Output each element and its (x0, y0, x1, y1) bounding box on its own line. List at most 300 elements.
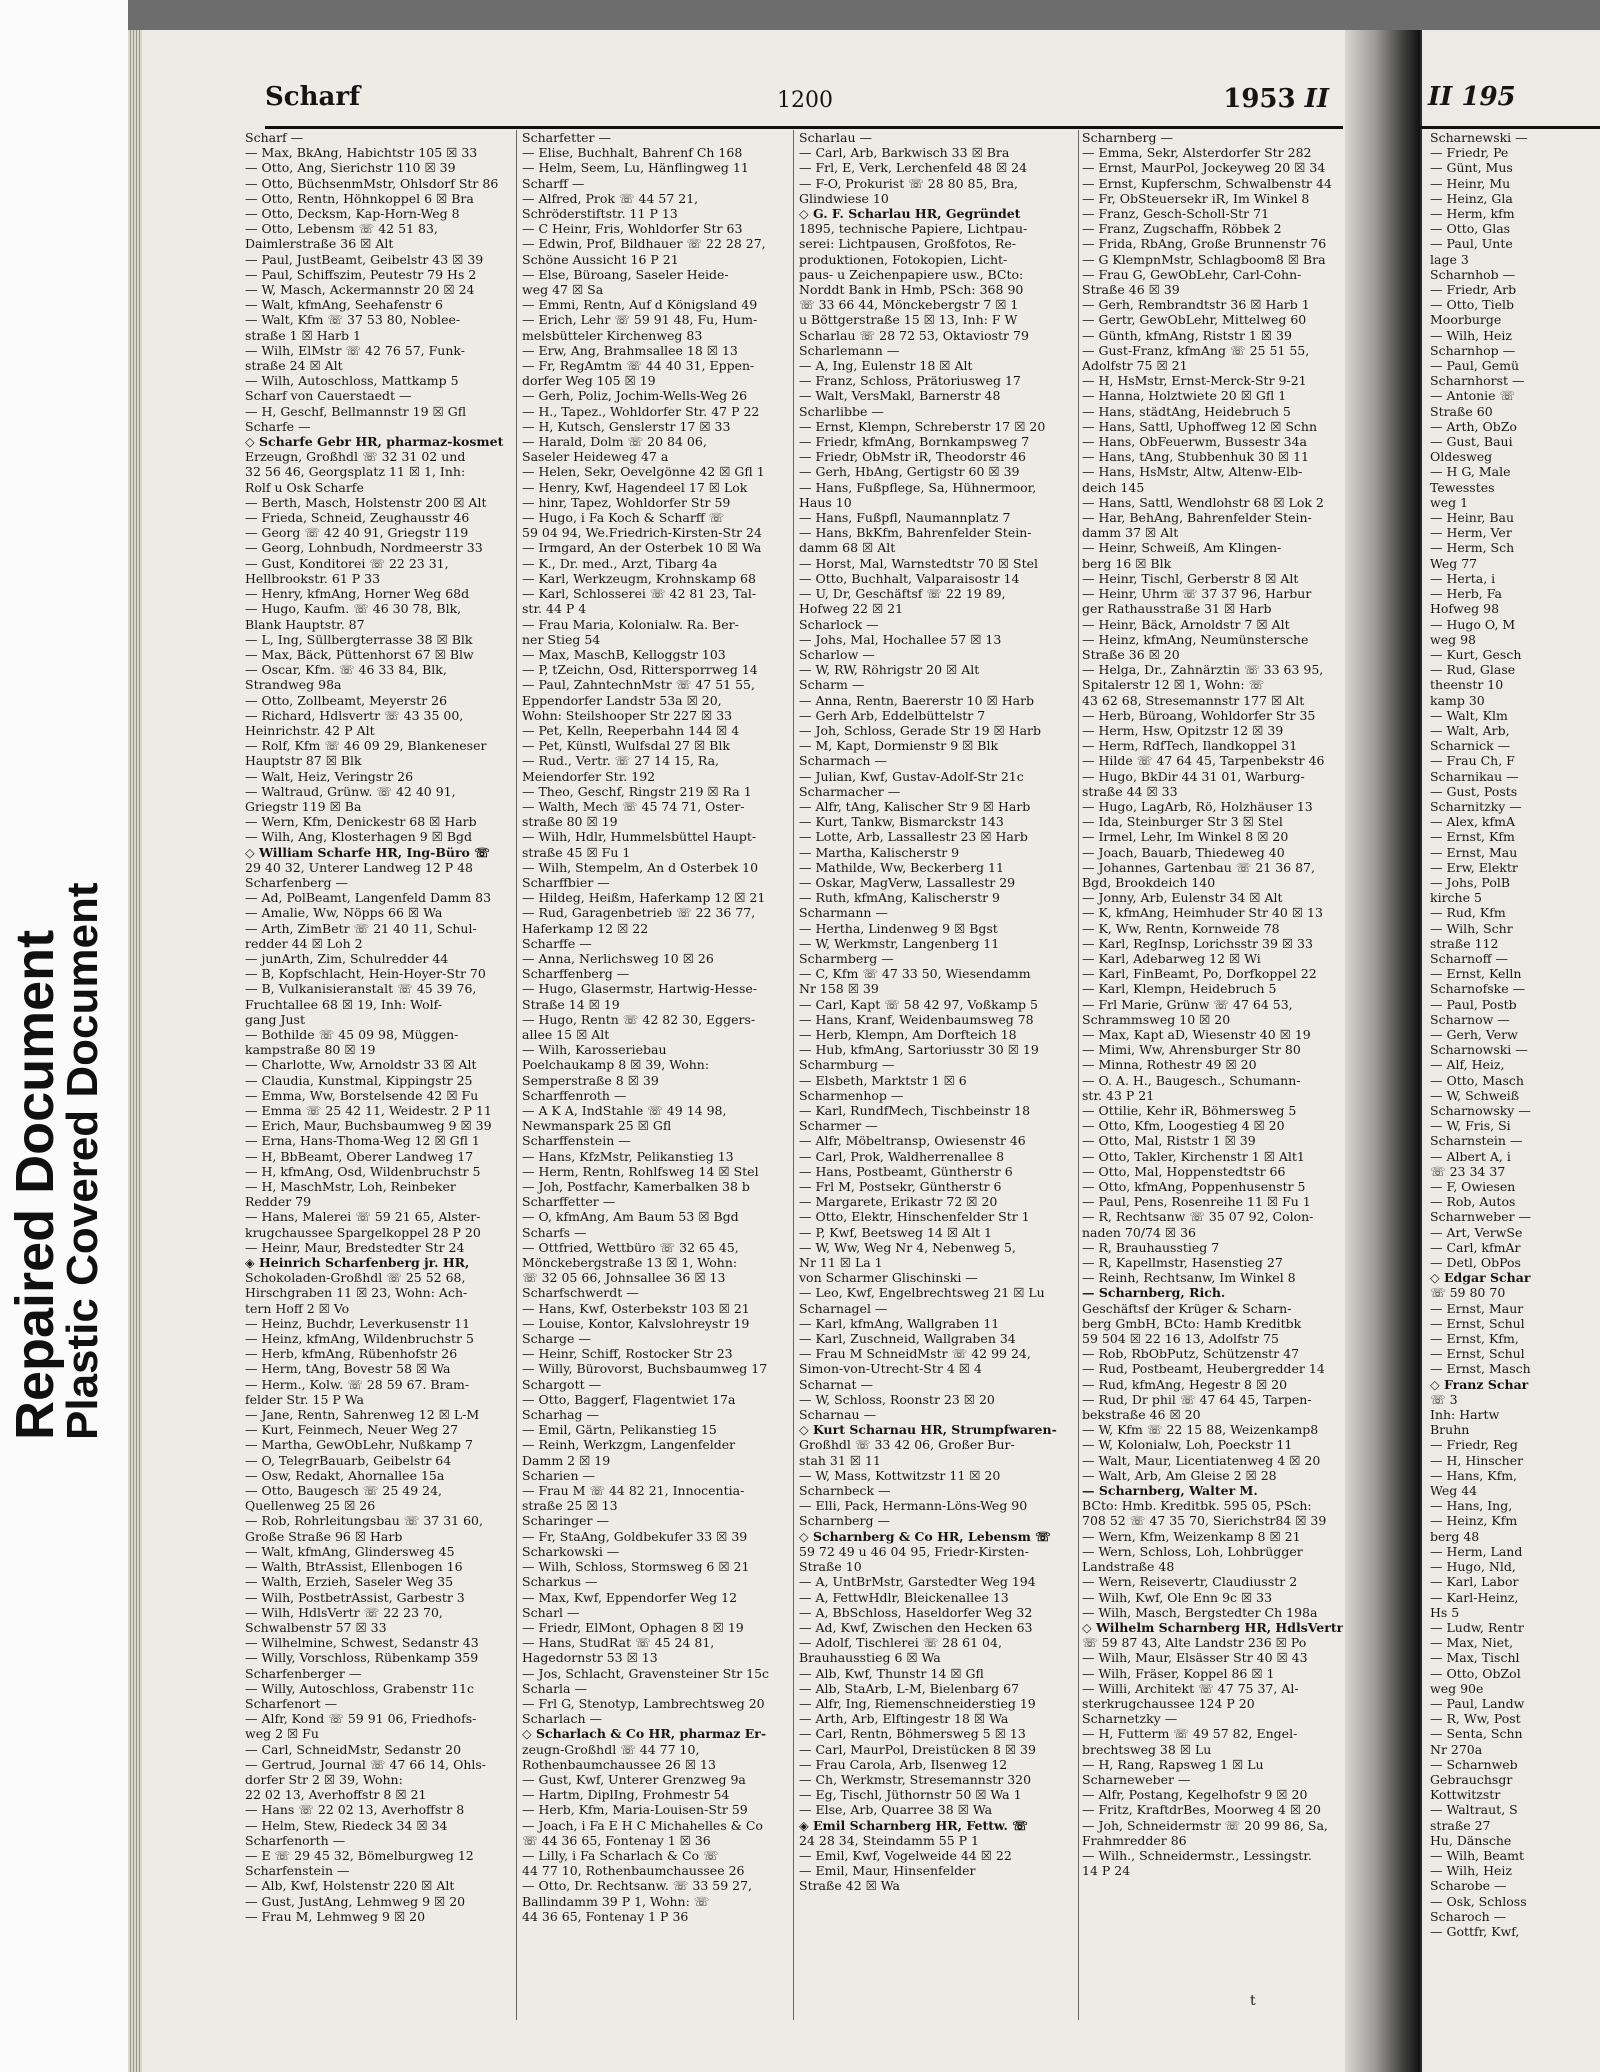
directory-entry: — Henry, kfmAng, Horner Weg 68d (245, 586, 470, 602)
directory-entry: — Herm, Ver (1430, 525, 1512, 541)
directory-entry: — Ida, Steinburger Str 3 ☒ Stel (1082, 814, 1283, 830)
directory-entry: — H G, Male (1430, 464, 1511, 480)
directory-entry: — Herm, tAng, Bovestr 58 ☒ Wa (245, 1361, 451, 1377)
directory-entry: — Herb, Fa (1430, 586, 1502, 602)
directory-entry: — H, BbBeamt, Oberer Landweg 17 (245, 1148, 474, 1164)
directory-entry: ☏ 32 05 66, Johnsallee 36 ☒ 13 (522, 1270, 726, 1286)
directory-entry: — Otto, Takler, Kirchenstr 1 ☒ Alt1 (1082, 1148, 1305, 1164)
directory-entry: — Carl, SchneidMstr, Sedanstr 20 (245, 1741, 462, 1757)
page-number: 1200 (777, 88, 833, 113)
directory-entry: — Walt, Maur, Licentiatenweg 4 ☒ 20 (1082, 1452, 1321, 1468)
directory-entry: straße 80 ☒ 19 (522, 814, 618, 830)
directory-entry: — Friedr, Reg (1430, 1437, 1518, 1453)
directory-entry: — Jonny, Arb, Eulenstr 34 ☒ Alt (1082, 890, 1283, 906)
directory-entry: — Wilh, Autoschloss, Mattkamp 5 (245, 373, 459, 389)
directory-entry: — Max, Kwf, Eppendorfer Weg 12 (522, 1589, 738, 1605)
directory-entry: — Fritz, KraftdrBes, Moorweg 4 ☒ 20 (1082, 1802, 1321, 1818)
directory-entry: — Leo, Kwf, Engelbrechtsweg 21 ☒ Lu (799, 1285, 1045, 1301)
directory-entry: — Otto, Tielb (1430, 297, 1514, 313)
directory-entry: Weg 77 (1430, 555, 1478, 571)
directory-entry: — Wilh, Heiz (1430, 1863, 1512, 1879)
directory-entry: — Günt, Mus (1430, 160, 1513, 176)
directory-entry: Poelchaukamp 8 ☒ 39, Wohn: (522, 1057, 710, 1073)
directory-entry: redder 44 ☒ Loh 2 (245, 935, 363, 951)
directory-entry: — Rud, Kfm (1430, 905, 1506, 921)
directory-entry: — Willy, Bürovorst, Buchsbaumweg 17 (522, 1361, 768, 1377)
directory-entry: Quellenweg 25 ☒ 26 (245, 1498, 376, 1514)
directory-entry: — Otto, Baugesch ☏ 25 49 24, (245, 1483, 443, 1499)
directory-entry: — Carl, kfmAr (1430, 1239, 1521, 1255)
directory-entry: 59 72 49 u 46 04 95, Friedr-Kirsten- (799, 1543, 1029, 1559)
directory-entry: — Adolf, Tischlerei ☏ 28 61 04, (799, 1635, 1002, 1651)
directory-entry: — Antonie ☏ (1430, 388, 1516, 404)
directory-entry: 32 56 46, Georgsplatz 11 ☒ 1, Inh: (245, 464, 466, 480)
directory-entry: — Helm, Stew, Riedeck 34 ☒ 34 (245, 1817, 448, 1833)
directory-entry: paus- u Zeichenpapiere usw., BCto: (799, 266, 1024, 282)
directory-entry: — Karl, Labor (1430, 1574, 1519, 1590)
next-page-column (1430, 130, 1600, 2040)
directory-entry: — R, Kapellmstr, Hasenstieg 27 (1082, 1255, 1283, 1271)
directory-entry: — Gust-Franz, kfmAng ☏ 25 51 55, (1082, 342, 1310, 358)
directory-entry: Fruchtallee 68 ☒ 19, Inh: Wolf- (245, 996, 443, 1012)
directory-entry: — Hugo, Nld, (1430, 1559, 1516, 1575)
directory-entry: — Karl, Adebarweg 12 ☒ Wi (1082, 950, 1261, 966)
directory-entry: — Fr, RegAmtm ☏ 44 40 31, Eppen- (522, 358, 755, 374)
directory-entry: produktionen, Fotokopien, Licht- (799, 251, 1008, 267)
directory-entry: — Erna, Hans-Thoma-Weg 12 ☒ Gfl 1 (245, 1133, 480, 1149)
directory-entry: — Gerh, Poliz, Jochim-Wells-Weg 26 (522, 388, 748, 404)
surname-heading: Scharge — (522, 1331, 591, 1347)
directory-entry: — Hanna, Holztwiete 20 ☒ Gfl 1 (1082, 388, 1287, 404)
directory-entry: — Kurt, Feinmech, Neuer Weg 27 (245, 1422, 459, 1438)
directory-entry: — W, Schweiß (1430, 1087, 1520, 1103)
directory-entry: — Karl, FinBeamt, Po, Dorfkoppel 22 (1082, 966, 1317, 982)
surname-heading: Scharffetter — (522, 1194, 616, 1210)
directory-entry: — Emma, Ww, Borstelsende 42 ☒ Fu (245, 1087, 479, 1103)
directory-entry: — Wilh, Schloss, Stormsweg 6 ☒ 21 (522, 1559, 750, 1575)
directory-entry: — Franz, Zugschaffn, Röbbek 2 (1082, 221, 1282, 237)
surname-heading: Scharffbier — (522, 874, 610, 890)
directory-entry: Newmanspark 25 ☒ Gfl (522, 1118, 672, 1134)
directory-entry: Rolf u Osk Scharfe (245, 479, 364, 495)
directory-entry: — F-O, Prokurist ☏ 28 80 85, Bra, (799, 175, 1018, 191)
directory-entry: — Walth, BtrAssist, Ellenbogen 16 (245, 1559, 463, 1575)
directory-entry: — Emma ☏ 25 42 11, Weidestr. 2 P 11 (245, 1103, 492, 1118)
directory-entry: — Paul, Schiffszim, Peutestr 79 Hs 2 (245, 266, 477, 282)
directory-entry: — K, kfmAng, Heimhuder Str 40 ☒ 13 (1082, 905, 1323, 921)
directory-entry: stah 31 ☒ 11 (799, 1452, 881, 1468)
directory-entry: — Alfr, tAng, Kalischer Str 9 ☒ Harb (799, 798, 1031, 814)
directory-entry: — Harald, Dolm ☏ 20 84 06, (522, 434, 707, 450)
surname-heading: Scharffe — (522, 935, 592, 951)
directory-entry: — Fr, ObSteuersekr iR, Im Winkel 8 (1082, 190, 1310, 206)
directory-entry: — H, Rang, Rapsweg 1 ☒ Lu (1082, 1756, 1264, 1772)
directory-entry: — Hans, Malerei ☏ 59 21 65, Alster- (245, 1209, 481, 1225)
directory-entry: Frahmredder 86 (1082, 1832, 1187, 1848)
directory-entry: — Ch, Werkmstr, Stresemannstr 320 (799, 1771, 1032, 1787)
directory-entry: — Gust, Konditorei ☏ 22 23 31, (245, 555, 449, 571)
directory-entry: — Heinr, Mu (1430, 175, 1511, 191)
directory-entry: — Berth, Masch, Holstenstr 200 ☒ Alt (245, 494, 487, 510)
directory-entry: Straße 42 ☒ Wa (799, 1878, 901, 1894)
directory-entry: — H, MaschMstr, Loh, Reinbeker (245, 1179, 456, 1195)
directory-entry: — Edwin, Prof, Bildhauer ☏ 22 28 27, (522, 236, 766, 252)
directory-entry: ◇ Scharlach & Co HR, pharmaz Er- (522, 1726, 767, 1742)
directory-entry: — W, Schloss, Roonstr 23 ☒ 20 (799, 1391, 995, 1407)
directory-entry: ☏ 44 36 65, Fontenay 1 ☒ 36 (522, 1832, 711, 1848)
column-2 (522, 130, 787, 2040)
directory-entry: — Friedr, ElMont, Ophagen 8 ☒ 19 (522, 1619, 744, 1635)
directory-entry: ☏ 23 34 37 (1430, 1163, 1506, 1179)
directory-entry: — Ernst, Mau (1430, 844, 1518, 860)
directory-entry: ◈ Heinrich Scharfenberg jr. HR, (245, 1255, 470, 1271)
directory-entry: str. 43 P 21 (1082, 1087, 1155, 1103)
directory-entry: — Johs, Mal, Hochallee 57 ☒ 13 (799, 631, 1002, 647)
directory-entry: — Lilly, i Fa Scharlach & Co ☏ (522, 1847, 719, 1863)
directory-entry: — Otto, Ang, Sierichstr 110 ☒ 39 (245, 160, 456, 176)
directory-entry: — Otto, Rentn, Höhnkoppel 6 ☒ Bra (245, 190, 474, 206)
directory-entry: — Claudia, Kunstmal, Kippingstr 25 (245, 1072, 473, 1088)
directory-entry: — Carl, Rentn, Böhmersweg 5 ☒ 13 (799, 1726, 1026, 1742)
directory-entry: — Hans, Sattl, Wendlohstr 68 ☒ Lok 2 (1082, 494, 1324, 510)
directory-entry: — P, Kwf, Beetsweg 14 ☒ Alt 1 (799, 1224, 992, 1240)
directory-entry: — Gust, Baui (1430, 434, 1513, 450)
directory-entry: — Wilhelmine, Schwest, Sedanstr 43 (245, 1635, 479, 1651)
directory-entry: — Otto, Buchhalt, Valparaisostr 14 (799, 570, 1020, 586)
directory-entry: — Rob, Autos (1430, 1194, 1516, 1210)
directory-entry: 29 40 32, Unterer Landweg 12 P 48 (245, 859, 473, 875)
directory-entry: — Heinr, Bau (1430, 510, 1515, 526)
directory-entry: — Hub, kfmAng, Sartoriusstr 30 ☒ 19 (799, 1042, 1039, 1058)
directory-entry: — W, Masch, Ackermannstr 20 ☒ 24 (245, 282, 475, 298)
directory-entry: — Wilh, Stempelm, An d Osterbek 10 (522, 859, 759, 875)
directory-entry: — G KlempnMstr, Schlagboom8 ☒ Bra (1082, 251, 1326, 267)
directory-entry: — Osw, Redakt, Ahornallee 15a (245, 1467, 445, 1483)
directory-entry: Adolfstr 75 ☒ 21 (1082, 358, 1188, 374)
directory-entry: — Paul, Postb (1430, 996, 1517, 1012)
directory-entry: Große Straße 96 ☒ Harb (245, 1528, 403, 1544)
directory-entry: ◇ William Scharfe HR, Ing-Büro ☏ (245, 844, 490, 860)
directory-entry: Scharlau ☏ 28 72 53, Oktaviostr 79 (799, 327, 1029, 343)
directory-entry: ☏ 59 87 43, Alte Landstr 236 ☒ Po (1082, 1635, 1307, 1651)
directory-entry: — A, UntBrMstr, Garstedter Weg 194 (799, 1574, 1036, 1590)
directory-entry: — A, FettwHdlr, Bleickenallee 13 (799, 1589, 1009, 1605)
directory-entry: — Hans, StudRat ☏ 45 24 81, (522, 1635, 715, 1651)
directory-entry: — Margarete, Erikastr 72 ☒ 20 (799, 1194, 998, 1210)
directory-entry: Schwalbenstr 57 ☒ 33 (245, 1619, 387, 1635)
directory-entry: — Irmel, Lehr, Im Winkel 8 ☒ 20 (1082, 829, 1289, 845)
directory-entry: Hagedornstr 53 ☒ 13 (522, 1650, 658, 1666)
surname-heading: Scharinger — (522, 1513, 609, 1529)
directory-entry: — Carl, Kapt ☏ 58 42 97, Voßkamp 5 (799, 996, 1038, 1012)
directory-entry: — Herm, RdfTech, Ilandkoppel 31 (1082, 738, 1298, 754)
surname-heading: Scharoch — (1430, 1908, 1507, 1924)
directory-entry: — Otto, kfmAng, Poppenhusenstr 5 (1082, 1179, 1306, 1195)
directory-entry: — Rob, Rohrleitungsbau ☏ 37 31 60, (245, 1513, 483, 1529)
directory-entry: — Emil, Gärtn, Pelikanstieg 15 (522, 1422, 717, 1438)
directory-entry: — L, Ing, Süllbergterrasse 38 ☒ Blk (245, 631, 473, 647)
directory-entry: — Heinr, Schiff, Rostocker Str 23 (522, 1346, 733, 1362)
directory-entry: — Herm, kfm (1430, 206, 1515, 222)
surname-heading: Scharfetter — (522, 130, 611, 145)
directory-entry: — U, Dr, Geschäftsf ☏ 22 19 89, (799, 586, 1006, 602)
directory-entry: — Ottilie, Kehr iR, Böhmersweg 5 (1082, 1103, 1297, 1118)
directory-entry: — Wilh, Heiz (1430, 327, 1512, 343)
surname-heading: Scharnweber — (1430, 1209, 1532, 1225)
directory-entry: — Wern, Schloss, Loh, Lohbrügger (1082, 1543, 1303, 1559)
directory-entry: — Gerh, Verw (1430, 1026, 1518, 1042)
directory-entry: — Paul, JustBeamt, Geibelstr 43 ☒ 39 (245, 251, 484, 267)
directory-entry: — Henry, Kwf, Hagendeel 17 ☒ Lok (522, 479, 748, 495)
surname-heading: Scharnhorst — (1430, 373, 1525, 389)
directory-entry: Haus 10 (799, 494, 852, 510)
directory-entry: straße 1 ☒ Harb 1 (245, 327, 361, 343)
directory-entry: 22 02 13, Averhoffstr 8 ☒ 21 (245, 1787, 427, 1803)
directory-entry: — Otto, Decksm, Kap-Horn-Weg 8 (245, 206, 460, 222)
surname-heading: Scharl — (522, 1604, 580, 1620)
directory-entry: Moorburge (1430, 312, 1502, 328)
directory-entry: — Walt, Heiz, Veringstr 26 (245, 768, 414, 784)
directory-entry: — W, Ww, Weg Nr 4, Nebenweg 5, (799, 1239, 1016, 1255)
surname-heading: Scharlau — (799, 130, 873, 145)
directory-entry: theenstr 10 (1430, 677, 1504, 693)
directory-entry: — Frl G, Stenotyp, Lambrechtsweg 20 (522, 1695, 765, 1711)
directory-entry: straße 44 ☒ 33 (1082, 783, 1178, 799)
directory-entry: — Carl, Arb, Barkwisch 33 ☒ Bra (799, 145, 1010, 161)
directory-entry: — Har, BehAng, Bahrenfelder Stein- (1082, 510, 1312, 526)
directory-entry: — Fr, StaAng, Goldbekufer 33 ☒ 39 (522, 1528, 748, 1544)
surname-heading: Scharnofske — (1430, 981, 1526, 997)
directory-entry: BCto: Hmb. Kreditbk. 595 05, PSch: (1082, 1498, 1312, 1514)
surname-heading: Scharnowsky — (1430, 1103, 1531, 1118)
directory-entry: — Gerh, HbAng, Gertigstr 60 ☒ 39 (799, 464, 1020, 480)
directory-entry: — Karl, Zuschneid, Wallgraben 34 (799, 1331, 1016, 1347)
column-divider (1078, 130, 1079, 2020)
directory-entry: — Franz, Gesch-Scholl-Str 71 (1082, 206, 1270, 222)
directory-entry: — Wilh, Masch, Bergstedter Ch 198a (1082, 1604, 1318, 1620)
directory-entry: — Hans, Kranf, Weidenbaumsweg 78 (799, 1011, 1034, 1027)
directory-entry: — Frau M ☏ 44 82 21, Innocentia- (522, 1483, 745, 1499)
directory-entry: — Hans ☏ 22 02 13, Averhoffstr 8 (245, 1802, 465, 1818)
directory-entry: — C, Kfm ☏ 47 33 50, Wiesendamm (799, 966, 1031, 982)
directory-entry: — Ernst, Kupferschm, Schwalbenstr 44 (1082, 175, 1332, 191)
directory-entry: — Arth, ZimBetr ☏ 21 40 11, Schul- (245, 920, 477, 936)
directory-entry: — Hugo O, M (1430, 616, 1516, 632)
directory-entry: Straße 14 ☒ 19 (522, 996, 620, 1012)
directory-entry: — Waltraut, S (1430, 1802, 1518, 1818)
directory-entry: — Paul, Unte (1430, 236, 1513, 252)
directory-entry: 59 504 ☒ 22 16 13, Adolfstr 75 (1082, 1331, 1279, 1347)
directory-entry: — Hans, ObFeuerwm, Bussestr 34a (1082, 434, 1308, 450)
directory-entry: — Wilh, Kwf, Ole Enn 9c ☒ 33 (1082, 1589, 1273, 1605)
surname-heading: Scharnick — (1430, 738, 1511, 754)
directory-entry: berg GmbH, BCto: Hamb Kreditbk (1082, 1315, 1302, 1331)
directory-entry: — Otto, Zollbeamt, Meyerstr 26 (245, 692, 448, 708)
directory-entry: — Gertr, GewObLehr, Mittelweg 60 (1082, 312, 1307, 328)
directory-entry: u Böttgerstraße 15 ☒ 13, Inh: F W (799, 312, 1018, 328)
directory-entry: — Günth, kfmAng, Riststr 1 ☒ 39 (1082, 327, 1292, 343)
directory-entry: — Louise, Kontor, Kalvslohreystr 19 (522, 1315, 750, 1331)
directory-entry: ◇ Kurt Scharnau HR, Strumpfwaren- (799, 1422, 1057, 1438)
directory-entry: Simon-von-Utrecht-Str 4 ☒ 4 (799, 1361, 982, 1377)
directory-entry: dorfer Str 2 ☒ 39, Wohn: (245, 1771, 403, 1787)
directory-entry: Norddt Bank in Hmb, PSch: 368 90 (799, 282, 1024, 298)
directory-entry: — Heinz, Kfm (1430, 1513, 1518, 1529)
directory-entry: — Wilh, Hdlr, Hummelsbüttel Haupt- (522, 829, 757, 845)
surname-heading: Scharnberg — (1082, 130, 1173, 145)
surname-heading: Scharffenberg — (522, 966, 630, 982)
directory-entry: melsbütteler Kirchenweg 83 (522, 327, 703, 343)
directory-entry: — W, Kolonialw, Loh, Poeckstr 11 (1082, 1437, 1293, 1453)
directory-entry: — Frau Ch, F (1430, 753, 1515, 769)
directory-entry: — Willy, Vorschloss, Rübenkamp 359 (245, 1650, 479, 1666)
surname-heading: Scharnau — (799, 1407, 877, 1423)
directory-entry: — Rud, Garagenbetrieb ☏ 22 36 77, (522, 905, 756, 921)
scan-label-plastic: Plastic Covered Document (58, 882, 107, 1440)
directory-entry: — Otto, Kfm, Loogestieg 4 ☒ 20 (1082, 1118, 1285, 1134)
directory-entry: straße 27 (1430, 1817, 1491, 1833)
directory-entry: — E ☏ 29 45 32, Bömelburgweg 12 (245, 1847, 474, 1863)
directory-entry: ◇ G. F. Scharlau HR, Gegründet (799, 206, 1021, 222)
directory-entry: — Hans, städtAng, Heidebruch 5 (1082, 403, 1291, 419)
directory-entry: Eppendorfer Landstr 53a ☒ 20, (522, 692, 722, 708)
directory-entry: Heinrichstr. 42 P Alt (245, 722, 375, 738)
directory-entry: ◇ Edgar Schar (1430, 1270, 1531, 1286)
surname-heading: Scharnhop — (1430, 342, 1516, 358)
directory-entry: — Frau M SchneidMstr ☏ 42 99 24, (799, 1346, 1031, 1362)
surname-heading: Scharff — (522, 175, 585, 191)
directory-entry: — Heinz, kfmAng, Wildenbruchstr 5 (245, 1331, 474, 1347)
directory-entry: — Ernst, Kfm (1430, 829, 1515, 845)
directory-entry: — Hildeg, Heißm, Haferkamp 12 ☒ 21 (522, 890, 766, 906)
directory-entry: — Max, Kapt aD, Wiesenstr 40 ☒ 19 (1082, 1026, 1311, 1042)
surname-heading: Scharnikau — (1430, 768, 1519, 784)
directory-entry: Haferkamp 12 ☒ 22 (522, 920, 649, 936)
directory-entry: weg 90e (1430, 1680, 1484, 1696)
surname-heading: Scharfenberger — (245, 1665, 362, 1681)
directory-entry: — Elsbeth, Marktstr 1 ☒ 6 (799, 1072, 967, 1088)
directory-entry: — Hugo, Kaufm. ☏ 46 30 78, Blk, (245, 601, 462, 617)
directory-entry: — Carl, MaurPol, Dreistücken 8 ☒ 39 (799, 1741, 1036, 1757)
directory-entry: sterkrugchaussee 124 P 20 (1082, 1695, 1255, 1711)
directory-entry: — Georg ☏ 42 40 91, Griegstr 119 (245, 525, 469, 541)
surname-heading: Scharlemann — (799, 342, 900, 358)
surname-heading: Scharnetzky — (1082, 1711, 1178, 1727)
directory-entry: — Hugo, BkDir 44 31 01, Warburg- (1082, 768, 1305, 784)
directory-entry: — Walt, Arb, (1430, 722, 1510, 738)
directory-entry: dorfer Weg 105 ☒ 19 (522, 373, 656, 389)
directory-entry: — Karl, Klempn, Heidebruch 5 (1082, 981, 1277, 997)
next-page-rule (1420, 126, 1600, 129)
directory-entry: Bgd, Brookdeich 140 (1082, 874, 1216, 890)
directory-entry: — Walt, kfmAng, Seehafenstr 6 (245, 297, 444, 313)
directory-entry: — Max, Tischl (1430, 1650, 1520, 1666)
directory-entry: — Karl, Schlosserei ☏ 42 81 23, Tal- (522, 586, 757, 602)
directory-entry: Schokoladen-Großhdl ☏ 25 52 68, (245, 1270, 466, 1286)
directory-entry: Blank Hauptstr. 87 (245, 616, 365, 632)
directory-entry: 24 28 34, Steindamm 55 P 1 (799, 1832, 979, 1848)
directory-entry: — F, Owiesen (1430, 1179, 1516, 1195)
directory-entry: — Alb, Kwf, Holstenstr 220 ☒ Alt (245, 1878, 455, 1894)
directory-entry: damm 37 ☒ Alt (1082, 525, 1179, 541)
directory-entry: — Alfr, Möbeltransp, Owiesenstr 46 (799, 1133, 1026, 1149)
directory-entry: — Joh, Schloss, Gerade Str 19 ☒ Harb (799, 722, 1042, 738)
directory-entry: — R, Ww, Post (1430, 1711, 1521, 1727)
directory-entry: — Alfred, Prok ☏ 44 57 21, (522, 190, 699, 206)
directory-entry: Inh: Hartw (1430, 1407, 1500, 1423)
directory-entry: — Johs, PolB (1430, 874, 1511, 890)
directory-entry: — Otto, BüchsenmMstr, Ohlsdorf Str 86 (245, 175, 499, 191)
directory-entry: — Wilh, Beamt (1430, 1847, 1525, 1863)
surname-heading: von Scharmer Glischinski — (799, 1270, 978, 1286)
directory-entry: kamp 30 (1430, 692, 1485, 708)
directory-entry: berg 48 (1430, 1528, 1480, 1544)
directory-entry: — O, TelegrBauarb, Geibelstr 64 (245, 1452, 452, 1468)
directory-entry: — Hugo, i Fa Koch & Scharff ☏ (522, 510, 725, 526)
directory-entry: — Herb, Klempn, Am Dorfteich 18 (799, 1026, 1017, 1042)
directory-entry: Bruhn (1430, 1422, 1470, 1438)
directory-entry: — Karl, RundfMech, Tischbeinstr 18 (799, 1103, 1031, 1118)
directory-entry: ◇ Wilhelm Scharnberg HR, HdlsVertr (1082, 1619, 1343, 1635)
directory-entry: — A, Ing, Eulenstr 18 ☒ Alt (799, 358, 973, 374)
directory-entry: — Anna, Rentn, Baererstr 10 ☒ Harb (799, 692, 1035, 708)
directory-entry: Hellbrookstr. 61 P 33 (245, 570, 381, 586)
directory-entry: — Minna, Rothestr 49 ☒ 20 (1082, 1057, 1257, 1073)
directory-entry: brechtsweg 38 ☒ Lu (1082, 1741, 1212, 1757)
directory-entry: — Gottfr, Kwf, (1430, 1923, 1520, 1939)
directory-entry: — Richard, Hdlsvertr ☏ 43 35 00, (245, 707, 464, 723)
directory-entry: — H, kfmAng, Osd, Wildenbruchstr 5 (245, 1163, 481, 1179)
directory-entry: Hirschgraben 11 ☒ 23, Wohn: Ach- (245, 1285, 468, 1301)
directory-entry: — Detl, ObPos (1430, 1255, 1521, 1271)
directory-entry: Wohn: Steilshooper Str 227 ☒ 33 (522, 707, 733, 723)
directory-entry: — Helga, Dr., Zahnärztin ☏ 33 63 95, (1082, 662, 1324, 678)
directory-entry: Schöne Aussicht 16 P 21 (522, 251, 679, 267)
directory-entry: — Alb, StaArb, L-M, Bielenbarg 67 (799, 1680, 1020, 1696)
directory-entry: — Hans, Fußpfl, Naumannplatz 7 (799, 510, 1011, 526)
directory-entry: — Frau Carola, Arb, Ilsenweg 12 (799, 1756, 1008, 1772)
surname-heading: Scharffenstein — (522, 1133, 631, 1149)
directory-entry: naden 70/74 ☒ 36 (1082, 1224, 1197, 1240)
directory-entry: — Heinr, Schweiß, Am Klingen- (1082, 540, 1282, 556)
column-1 (245, 130, 510, 2040)
directory-entry: — Julian, Kwf, Gustav-Adolf-Str 21c (799, 768, 1024, 784)
directory-entry: Schröderstiftstr. 11 P 13 (522, 206, 678, 222)
directory-entry: — H, Hinscher (1430, 1452, 1524, 1468)
directory-entry: Geschäftsf der Krüger & Scharn- (1082, 1300, 1292, 1316)
directory-entry: — Ernst, Schul (1430, 1346, 1525, 1362)
directory-entry: — R, Rechtsanw ☏ 35 07 92, Colon- (1082, 1209, 1314, 1225)
directory-entry: Weg 44 (1430, 1483, 1478, 1499)
surname-heading: Scharobe — (1430, 1878, 1507, 1894)
directory-entry: — Heinz, Buchdr, Leverkusenstr 11 (245, 1315, 471, 1331)
directory-entry: — Emil, Kwf, Vogelweide 44 ☒ 22 (799, 1847, 1012, 1863)
directory-entry: — K., Dr. med., Arzt, Tibarg 4a (522, 555, 718, 571)
directory-entry: — Wilh, Schr (1430, 920, 1513, 936)
surname-heading: Scharnewski — (1430, 130, 1528, 145)
directory-entry: — Wern, Kfm, Denickestr 68 ☒ Harb (245, 814, 477, 830)
directory-entry: — W, Fris, Si (1430, 1118, 1511, 1134)
directory-entry: — Wilh, ElMstr ☏ 42 76 57, Funk- (245, 342, 465, 358)
directory-entry: — Ernst, Klempn, Schreberstr 17 ☒ 20 (799, 418, 1046, 434)
directory-entry: 59 04 94, We.Friedrich-Kirsten-Str 24 (522, 525, 762, 541)
directory-entry: — Alfr, Postang, Kegelhofstr 9 ☒ 20 (1082, 1787, 1308, 1803)
directory-entry: — Ernst, Masch (1430, 1361, 1531, 1377)
directory-entry: — Wilh, Karosseriebau (522, 1042, 667, 1058)
directory-entry: — Otto, Baggerf, Flagentwiet 17a (522, 1391, 736, 1407)
directory-entry: — Friedr, Pe (1430, 145, 1509, 161)
directory-entry: — Elise, Buchhalt, Bahrenf Ch 168 (522, 145, 743, 161)
